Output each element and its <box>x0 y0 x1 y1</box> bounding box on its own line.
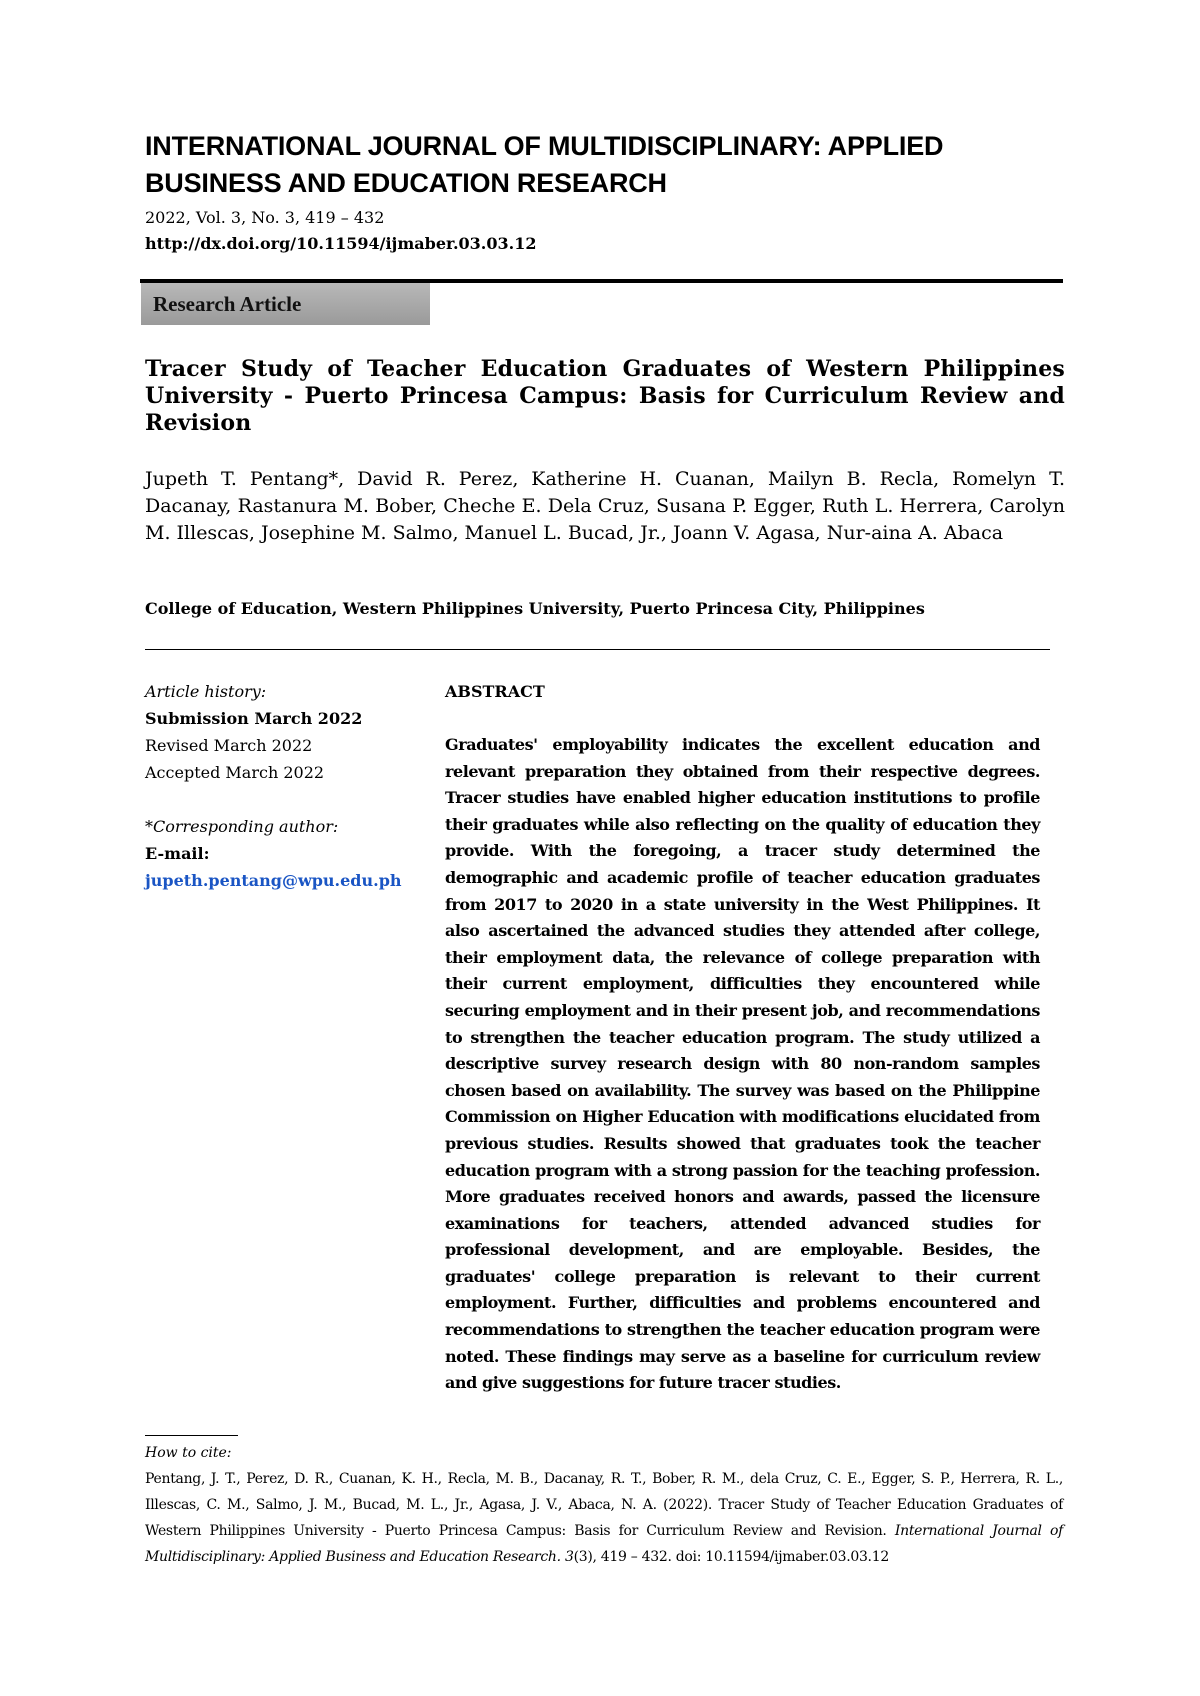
section-divider <box>145 649 1050 650</box>
history-accepted: Accepted March 2022 <box>145 763 325 782</box>
paper-title: Tracer Study of Teacher Education Graduates of Western Philippines University - Puerto Princesa Campus: Basis for Curriculum Review and Revision <box>145 356 1065 436</box>
author-list: Jupeth T. Pentang*, David R. Perez, Katherine H. Cuanan, Mailyn B. Recla, Romelyn T. Dacanay, Rastanura M. Bober, Cheche E. Dela Cruz, Susana P. Egger, Ruth L. Herrera, Carolyn M. Illescas, Josephine M. Salmo, Manuel L. Bucad, Jr., Joann V. Agasa, Nur-aina A. Abaca <box>145 468 1065 544</box>
history-revised: Revised March 2022 <box>145 736 313 755</box>
journal-citation: 2022, Vol. 3, No. 3, 419 – 432 <box>145 208 385 227</box>
citation-journal: International Journal of Multidisciplinary: Applied Business and Education Research. 3 <box>145 1523 1063 1565</box>
history-spacer <box>145 786 415 813</box>
journal-title-line-1: INTERNATIONAL JOURNAL OF MULTIDISCIPLINARY: APPLIED <box>145 131 944 161</box>
journal-title-line-2: BUSINESS AND EDUCATION RESEARCH <box>145 168 667 198</box>
abstract-text: Graduates' employability indicates the excellent education and relevant preparation they obtained from their respective degrees. Tracer studies have enabled higher education institutions to profile their graduates while also reflecting on the quality of education they provide. With the foregoing, a tracer study determined the demographic and academic profile of teacher education graduates from 2017 to 2020 in a state university in the West Philippines. It also ascertained the advanced studies they attended after college, their employment data, the relevance of college preparation with their current employment, difficulties they encountered while securing employment and in their present job, and recommendations to strengthen the teacher education program. The study utilized a descriptive survey research design with 80 non-random samples chosen based on availability. The survey was based on the Philippine Commission on Higher Education with modifications elucidated from previous studies. Results showed that graduates took the teacher education program with a strong passion for the teaching profession. More graduates received honors and awards, passed the licensure examinations for teachers, attended advanced studies for professional development, and are employable. Besides, the graduates' college preparation is relevant to their current employment. Further, difficulties and problems encountered and recommendations to strengthen the teacher education program were noted. These findings may serve as a baseline for curriculum review and give suggestions for future tracer studies. <box>445 735 1040 1393</box>
article-history <box>145 678 415 894</box>
history-label: Article history: <box>145 682 267 701</box>
affiliation: College of Education, Western Philippines University, Puerto Princesa City, Philippines <box>145 599 925 618</box>
footnote-divider <box>145 1435 238 1436</box>
history-submission: Submission March 2022 <box>145 709 363 728</box>
how-to-cite-label: How to cite: <box>145 1445 232 1461</box>
corresponding-author-label: *Corresponding author: <box>145 817 339 836</box>
article-type-badge: Research Article <box>141 283 430 325</box>
citation-authors-title: Pentang, J. T., Perez, D. R., Cuanan, K. H., Recla, M. B., Dacanay, R. T., Bober, R. M., dela Cruz, C. E., Egger, S. P., Herrera, R. L., Illescas, C. M., Salmo, J. M., Bucad, M. L., Jr., Agasa, J. V., Abaca, N. A. (2022). Tracer Study of Teacher Education Graduates of Western Philippines University - Puerto Princesa Campus: Basis for Curriculum Review and Revision. <box>145 1471 1063 1539</box>
journal-doi-link[interactable]: http://dx.doi.org/10.11594/ijmaber.03.03.12 <box>145 234 537 253</box>
citation-issue-doi: (3), 419 – 432. doi: 10.11594/ijmaber.03.03.12 <box>573 1549 889 1565</box>
how-to-cite-citation <box>145 1466 1063 1570</box>
abstract-heading: ABSTRACT <box>445 682 545 701</box>
journal-title <box>145 128 1075 202</box>
email-label: E-mail: <box>145 844 210 863</box>
author-email-link[interactable]: jupeth.pentang@wpu.edu.ph <box>145 871 402 890</box>
